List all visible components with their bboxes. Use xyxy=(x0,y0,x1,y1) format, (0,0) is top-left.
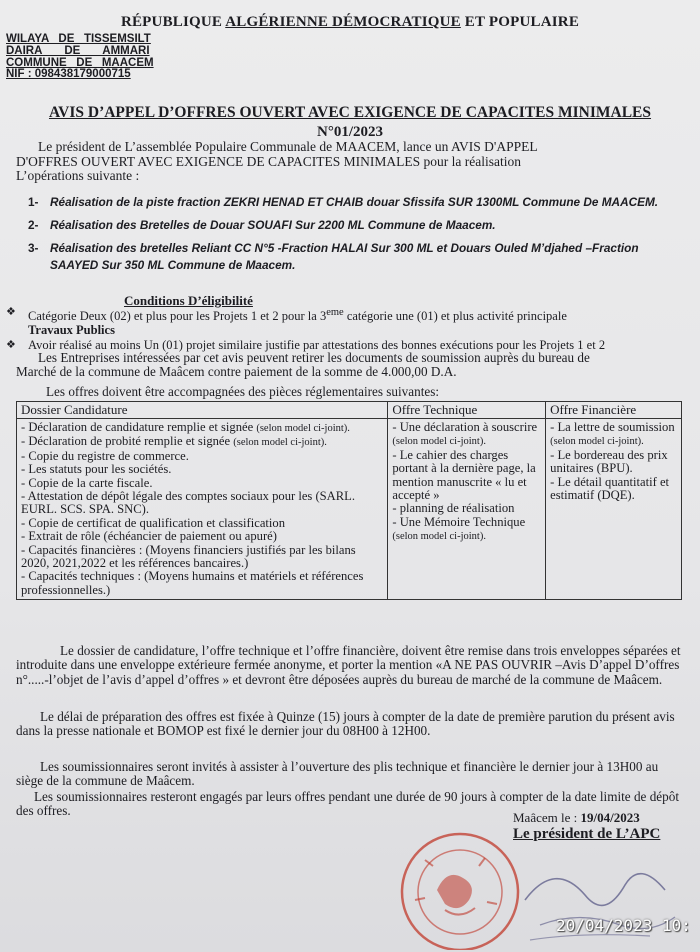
diamond-bullet-icon: ❖ xyxy=(6,339,16,352)
condition-activity: Travaux Publics xyxy=(28,322,115,337)
condition-text: Avoir réalisé au moins Un (01) projet similaire justifie par attestations des bonnes exécutions pour les Projets 1 et 2 xyxy=(28,338,606,353)
superscript: eme xyxy=(326,307,344,318)
daira: DAIRA DE AMMARI xyxy=(6,44,150,57)
table-header-row xyxy=(17,402,682,419)
col-header-candidature: Dossier Candidature xyxy=(17,402,388,419)
operation-text: Réalisation des Bretelles de Douar SOUAFI Sur 2200 ML Commune de Maacem. xyxy=(50,218,496,232)
list-item: - Une Mémoire Technique (selon model ci-joint). xyxy=(392,514,526,543)
col-header-technique: Offre Technique xyxy=(388,402,546,419)
list-item: - Déclaration de probité remplie et signée (selon model ci-joint). xyxy=(21,434,327,449)
condition-text-cont: catégorie une (01) et plus activité principale xyxy=(343,309,567,324)
list-item: - Capacités financières : (Moyens financiers justifiés par les bilans 2020, 2021,2022 et les références bancaires.) xyxy=(21,542,356,571)
financiere-cell xyxy=(546,419,682,600)
retrait-line-1: Les Entreprises intéressées par cet avis peuvent retirer les documents de soumission auprès du bureau de xyxy=(38,350,590,365)
retrait-paragraph xyxy=(16,351,686,379)
technique-cell xyxy=(388,419,546,600)
operation-number: 2- xyxy=(28,218,39,232)
list-item: - Copie de la carte fiscale. xyxy=(21,475,153,490)
condition-item xyxy=(6,306,686,337)
operations-list xyxy=(28,194,678,280)
operation-number: 3- xyxy=(28,241,39,255)
operation-number: 1- xyxy=(28,195,39,209)
table-row xyxy=(17,419,682,600)
signature-date: Maâcem le : 19/04/2023 xyxy=(513,810,640,825)
col-header-financiere: Offre Financière xyxy=(546,402,682,419)
administration-block xyxy=(6,34,154,81)
validity-paragraph: Les soumissionnaires resteront engagés par leurs offres pendant une durée de 90 jours à compter de la date limite de dépôt des offres. xyxy=(16,789,680,819)
retrait-line-2: Marché de la commune de Maâcem contre paiement de la somme de 4.000,00 D.A. xyxy=(16,364,457,379)
intro-line-2: D'OFFRES OUVERT AVEC EXIGENCE DE CAPACITES MINIMALES pour la réalisation xyxy=(16,153,522,169)
republic-header xyxy=(0,14,700,31)
intro-paragraph xyxy=(16,140,676,184)
list-item: - Les statuts pour les sociétés. xyxy=(21,462,172,477)
operation-item xyxy=(28,194,678,211)
nif: NIF : 098438179000715 xyxy=(6,68,131,81)
signature-title: Le président de L’APC xyxy=(513,826,661,842)
notice-number: N°01/2023 xyxy=(317,124,383,140)
list-item: - Le cahier des charges portant à la dernière page, la mention manuscrite « lu et accepté » xyxy=(392,447,536,503)
list-item: - planning de réalisation xyxy=(392,501,515,516)
operation-text: Réalisation de la piste fraction ZEKRI HENAD ET CHAIB douar Sfissifa SUR 1300ML Commune De MAACEM. xyxy=(50,195,659,209)
operation-item xyxy=(28,240,678,274)
list-item: - Le détail quantitatif et estimatif (DQE). xyxy=(550,474,670,503)
notice-title: AVIS D’APPEL D’OFFRES OUVERT AVEC EXIGENCE DE CAPACITES MINIMALES xyxy=(48,104,652,121)
list-item: - Capacités techniques : (Moyens humains et matériels et références professionnelles.) xyxy=(21,569,364,597)
list-item: - Déclaration de candidature remplie et signée (selon model ci-joint). xyxy=(21,420,350,434)
candidature-cell xyxy=(17,419,388,600)
republic-text-underlined: ALGÉRIENNE DÉMOCRATIQUE xyxy=(225,14,461,30)
list-item: - Une déclaration à souscrire (selon model ci-joint). xyxy=(392,420,538,448)
list-item: - Copie du registre de commerce. xyxy=(21,448,189,463)
intro-line-3: L’opérations suivante : xyxy=(16,168,140,183)
list-item: - La lettre de soumission (selon model ci-joint). xyxy=(550,420,675,448)
list-item: - Copie de certificat de qualification et classification xyxy=(21,515,286,530)
condition-text: Catégorie Deux (02) et plus pour les Projets 1 et 2 pour la 3 xyxy=(28,309,327,324)
diamond-bullet-icon: ❖ xyxy=(6,306,16,318)
republic-text: RÉPUBLIQUE xyxy=(120,14,226,30)
deadline-paragraph: Le délai de préparation des offres est fixée à Quinze (15) jours à compter de la date de première parution du présent avis dans la presse nationale et BOMOP est fixé le dernier jour du 08H00 à 12H00. xyxy=(16,709,675,739)
wilaya: WILAYA DE TISSEMSILT xyxy=(6,33,151,45)
list-item: - Attestation de dépôt légale des comptes sociaux pour les (SARL. EURL. SCS. SPA. SNC). xyxy=(21,489,356,517)
list-item: - Extrait de rôle (échéancier de paiement ou apuré) xyxy=(21,529,277,544)
opening-paragraph: Les soumissionnaires seront invités à assister à l’ouverture des plis technique et financière le dernier jour à 13H00 au siège de la commune de Maâcem. xyxy=(16,759,659,789)
operation-item xyxy=(28,217,678,234)
pieces-paragraph: Les offres doivent être accompagnées des pièces réglementaires suivantes: xyxy=(46,384,440,399)
submission-paragraph: Le dossier de candidature, l’offre technique et l’offre financière, doivent être remise dans trois enveloppes séparées et introduite dans une enveloppe extérieure fermée anonyme, et porter la mention «A NE PAS OUVRIR –Avis D’appel D’offres n°.....-l’objet de l’avis d’appel d’offres » et devront être déposées auprès du bureau de marché de la commune de Maâcem. xyxy=(16,643,681,687)
documents-table xyxy=(16,401,682,600)
photo-timestamp: 20/04/2023 10: xyxy=(556,916,691,935)
operation-text: Réalisation des bretelles Reliant CC N°5 -Fraction HALAI Sur 300 ML et Douars Ouled M’djahed –Fraction SAAYED Sur 350 ML Commune de Maacem. xyxy=(50,241,639,272)
intro-line-1: Le président de L’assemblée Populaire Communale de MAACEM, lance un AVIS D'APPEL xyxy=(38,139,538,154)
conditions-list xyxy=(6,306,686,355)
list-item: - Le bordereau des prix unitaires (BPU). xyxy=(550,447,668,476)
conditions-title: Conditions D’éligibilité xyxy=(124,293,253,308)
republic-text-end: ET POPULAIRE xyxy=(460,14,580,30)
commune: COMMUNE DE MAACEM xyxy=(6,56,154,69)
